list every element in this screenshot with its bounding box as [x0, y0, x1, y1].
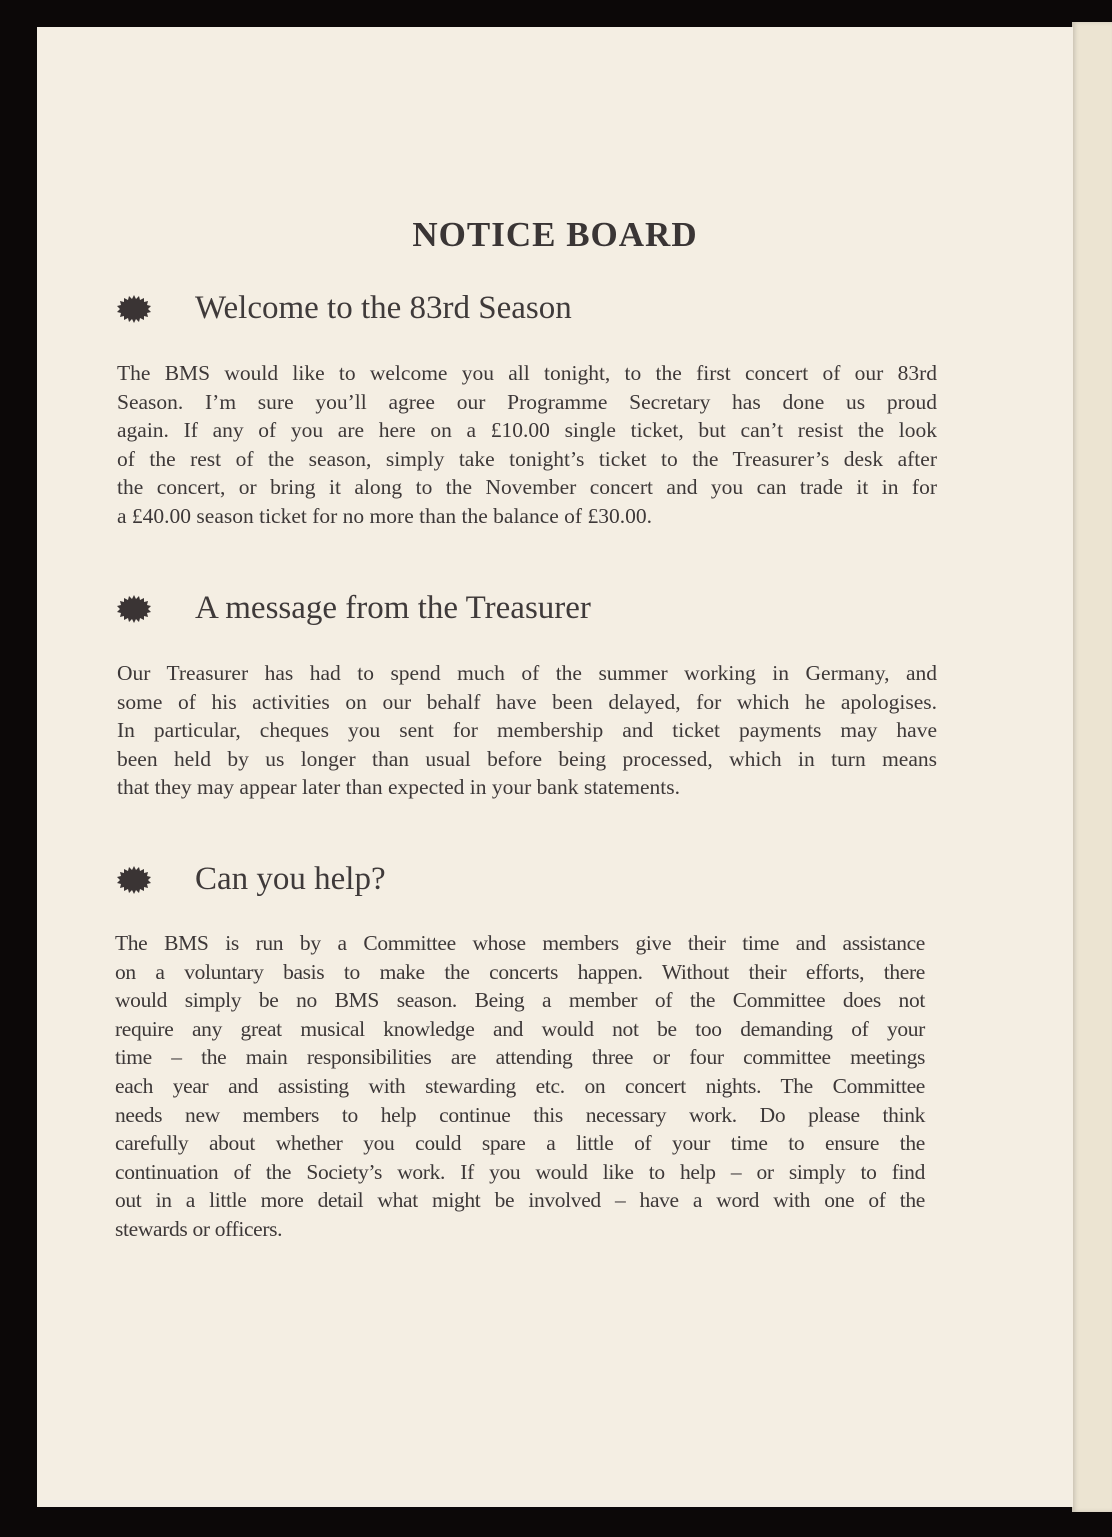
- text-line: that they may appear later than expected in your bank statements.: [117, 775, 680, 800]
- text-line: carefully about whether you could spare a little of your time to ensure the: [115, 1131, 925, 1156]
- page-title: NOTICE BOARD: [412, 215, 698, 254]
- section-body-can-you-help: [115, 929, 925, 1244]
- section-body-welcome: [117, 359, 937, 531]
- section-heading-treasurer: [117, 590, 591, 627]
- section-heading-welcome: [117, 290, 572, 327]
- text-line: a £40.00 season ticket for no more than the balance of £30.00.: [117, 503, 652, 528]
- text-line: of the rest of the season, simply take tonight’s ticket to the Treasurer’s desk after: [117, 446, 937, 471]
- text-line: out in a little more detail what might be involved – have a word with one of the: [115, 1188, 925, 1213]
- section-heading-can-you-help: [117, 861, 386, 898]
- section-heading-text: Welcome to the 83rd Season: [195, 290, 572, 326]
- starburst-bullet-icon: [117, 866, 151, 894]
- text-line: Our Treasurer has had to spend much of the summer working in Germany, and: [117, 661, 937, 685]
- text-line: require any great musical knowledge and would not be too demanding of your: [115, 1016, 925, 1041]
- text-line: Season. I’m sure you’ll agree our Programme Secretary has done us proud: [117, 389, 937, 414]
- text-line: In particular, cheques you sent for membership and ticket payments may have: [117, 718, 937, 743]
- text-line: again. If any of you are here on a £10.00 single ticket, but can’t resist the look: [117, 418, 937, 443]
- text-line: stewards or officers.: [115, 1216, 283, 1241]
- text-line: continuation of the Society’s work. If you would like to help – or simply to find: [115, 1159, 925, 1184]
- section-heading-text: A message from the Treasurer: [195, 590, 591, 626]
- text-line: each year and assisting with stewarding etc. on concert nights. The Committee: [115, 1073, 925, 1098]
- starburst-bullet-icon: [117, 595, 151, 623]
- text-line: the concert, or bring it along to the November concert and you can trade it in for: [117, 475, 937, 500]
- text-line: been held by us longer than usual before being processed, which in turn means: [117, 746, 937, 771]
- section-body-treasurer: [117, 659, 937, 802]
- text-line: The BMS would like to welcome you all tonight, to the first concert of our 83rd: [117, 361, 937, 385]
- document-page: [37, 27, 1073, 1507]
- starburst-bullet-icon: [117, 295, 151, 323]
- text-line: on a voluntary basis to make the concerts happen. Without their efforts, there: [115, 959, 925, 984]
- text-line: would simply be no BMS season. Being a member of the Committee does not: [115, 988, 925, 1013]
- facing-page-edge: [1072, 22, 1112, 1512]
- text-line: some of his activities on our behalf have been delayed, for which he apologises.: [117, 689, 937, 714]
- text-line: The BMS is run by a Committee whose members give their time and assistance: [115, 931, 925, 955]
- text-line: time – the main responsibilities are attending three or four committee meetings: [115, 1045, 925, 1070]
- text-line: needs new members to help continue this necessary work. Do please think: [115, 1102, 925, 1127]
- section-heading-text: Can you help?: [195, 861, 386, 897]
